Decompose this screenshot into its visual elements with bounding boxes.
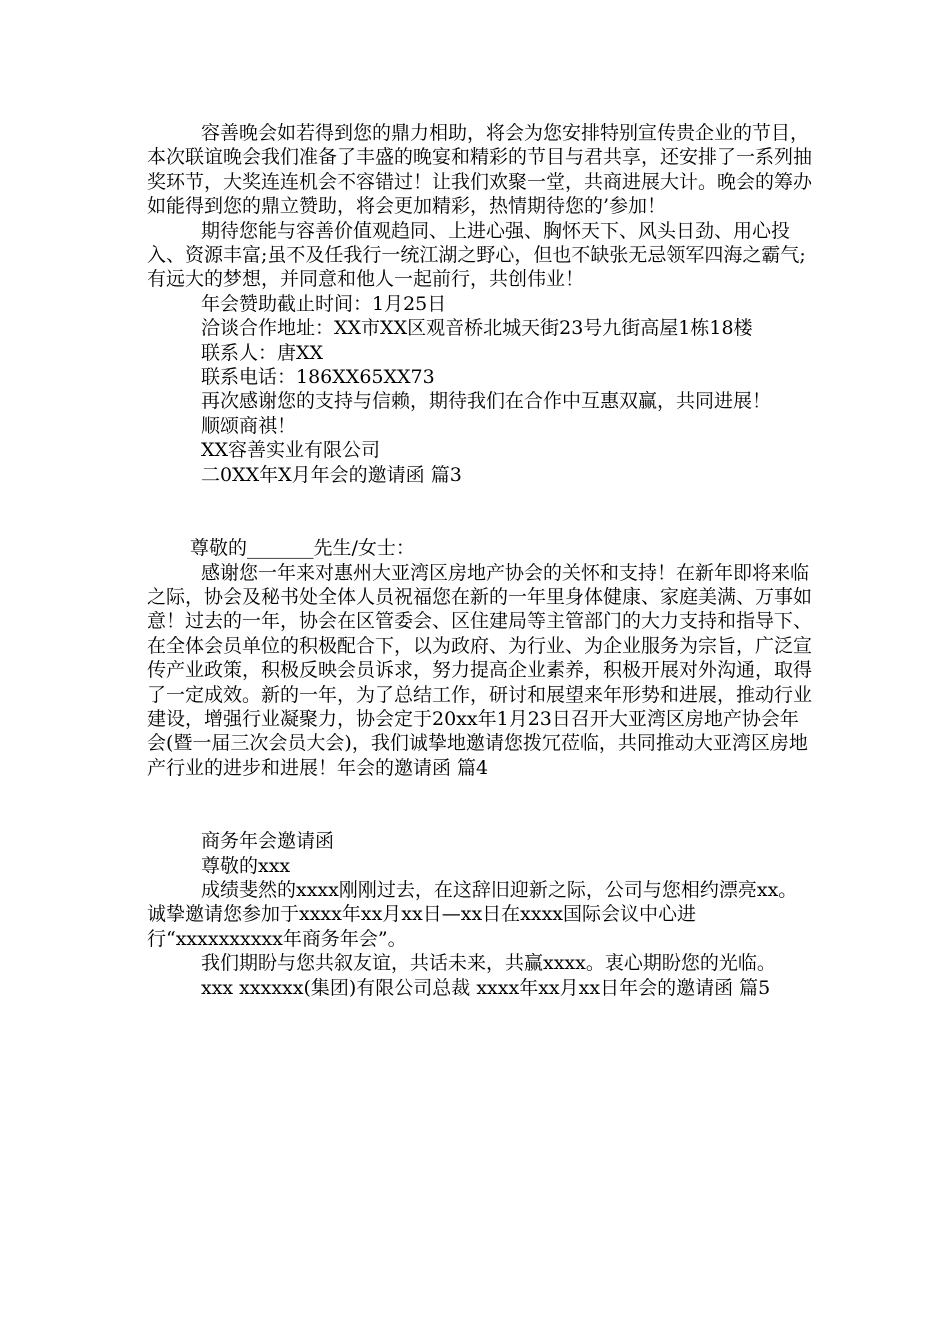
business-salutation: 尊敬的xxx <box>201 854 291 877</box>
closing-line: 顺颂商祺！ <box>201 414 297 437</box>
business-hope-paragraph: 我们期盼与您共叙友谊，共话未来，共赢xxxx。衷心期盼您的光临。 <box>201 952 776 975</box>
company-signature: XX容善实业有限公司 <box>201 439 381 462</box>
sponsorship-paragraph: 容善晚会如若得到您的鼎力相助，将会为您安排特别宣传贵企业的节目，本次联谊晚会我们准备了丰盛的晚宴和精彩的节目与君共享，还安排了一系列抽奖环节，大奖连连机会不容错过！让我们欢聚一堂，共商进展大计。晚会的筹办如能得到您的鼎立赞助，将会更加精彩，热情期待您的’参加！ <box>147 122 813 218</box>
contact-person-line: 联系人：唐XX <box>201 341 324 364</box>
date-and-section-title: 二0XX年X月年会的邀请函 篇3 <box>201 463 462 486</box>
deadline-line: 年会赞助截止时间：1月25日 <box>201 292 447 315</box>
business-invitation-title: 商务年会邀请函 <box>201 830 335 853</box>
salutation-line: 尊敬的_______先生/女士： <box>190 537 415 560</box>
business-invitation-paragraph: 成绩斐然的xxxx刚刚过去，在这辞旧迎新之际，公司与您相约漂亮xx。诚挚邀请您参加于xxxx年xx月xx日—xx日在xxxx国际会议中心进行“xxxxxxxxxx年商务年会”。 <box>147 878 798 950</box>
address-line: 洽谈合作地址：XX市XX区观音桥北城天街23号九街高屋1栋18楼 <box>201 317 753 340</box>
document-body <box>147 121 815 1000</box>
section-spacer <box>147 487 815 536</box>
business-signature-line: xxx xxxxxx(集团)有限公司总裁 xxxx年xx月xx日年会的邀请函 篇5 <box>201 976 771 999</box>
phone-line: 联系电话：186XX65XX73 <box>201 366 435 389</box>
association-invitation-paragraph: 感谢您一年来对惠州大亚湾区房地产协会的关怀和支持！在新年即将来临之际，协会及秘书处全体人员祝福您在新的一年里身体健康、家庭美满、万事如意！过去的一年，协会在区管委会、区住建局等主管部门的大力支持和指导下、在全体会员单位的积极配合下，以为政府、为行业、为企业服务为宗旨，广泛宣传产业政策，积极反映会员诉求，努力提高企业素养，积极开展对外沟通，取得了一定成效。新的一年，为了总结工作，研讨和展望来年形势和进展，推动行业建设，增强行业凝聚力，协会定于20xx年1月23日召开大亚湾区房地产协会年会(暨一届三次会员大会)，我们诚挚地邀请您拨冗莅临，共同推动大亚湾区房地产行业的进步和进展！年会的邀请函 篇4 <box>147 561 813 779</box>
values-paragraph: 期待您能与容善价值观趋同、上进心强、胸怀天下、风头日劲、用心投入、资源丰富;虽不及任我行一统江湖之野心，但也不缺张无忌领军四海之霸气;有远大的梦想，并同意和他人一起前行，共创伟业！ <box>147 219 806 291</box>
thanks-paragraph: 再次感谢您的支持与信赖，期待我们在合作中互惠双赢，共同进展！ <box>201 390 772 413</box>
section-spacer <box>147 780 815 829</box>
